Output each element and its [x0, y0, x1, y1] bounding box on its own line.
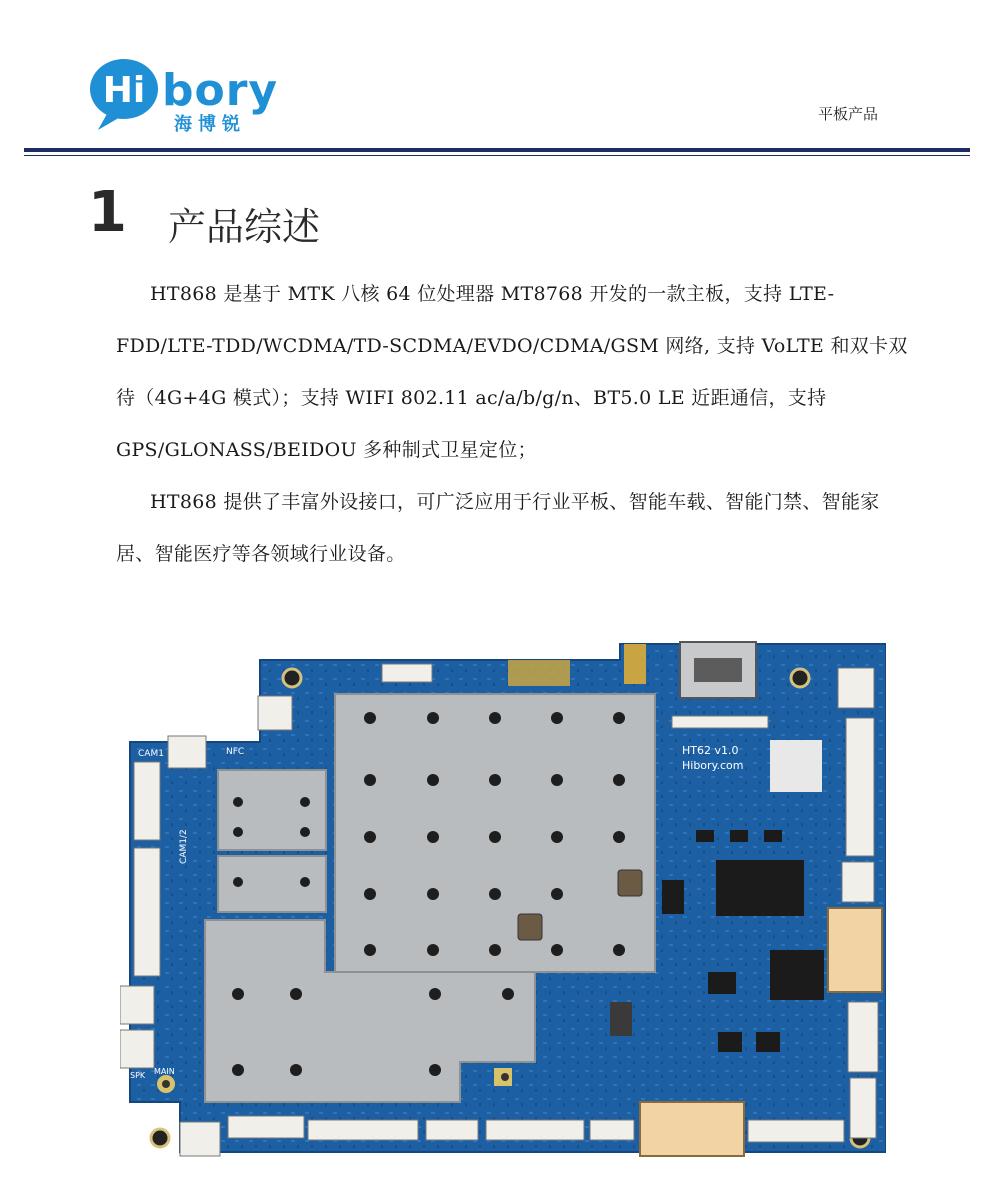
header-section-label: 平板产品: [817, 105, 878, 123]
overview-text: [116, 268, 916, 580]
header-rule: [24, 148, 970, 152]
header-rule-thin: [24, 155, 970, 156]
silkscreen-model: HT62 v1.0: [682, 744, 739, 757]
silkscreen-label: SPK: [130, 1071, 146, 1080]
motherboard-image: [120, 632, 886, 1164]
paragraph: HT868 是基于 MTK 八核 64 位处理器 MT8768 开发的一款主板，支持 LTE-FDD/LTE-TDD/WCDMA/TD-SCDMA/EVDO/CDMA/GSM 网络, 支持 VoLTE 和双卡双待（4G+4G 模式）；支持 WIFI 802.11 ac/a/b/g/n、BT5.0 LE 近距通信，支持 GPS/GLONASS/BEIDOU 多种制式卫星定位；: [116, 283, 908, 461]
silkscreen-label: CAM1: [138, 749, 164, 759]
paragraph: HT868 提供了丰富外设接口，可广泛应用于行业平板、智能车载、智能门禁、智能家居、智能医疗等各领域行业设备。: [116, 491, 880, 565]
silkscreen-site: Hibory.com: [682, 759, 744, 772]
logo-chinese: 海博锐: [174, 114, 246, 135]
silkscreen-label: MAIN: [154, 1067, 175, 1076]
logo-letters-hi: Hi: [102, 70, 146, 111]
section-number: 1: [88, 180, 127, 245]
silkscreen-label: NFC: [226, 747, 245, 757]
hibory-logo: [88, 50, 333, 135]
section-title: 产品综述: [168, 205, 321, 249]
silkscreen-label: CAM1/2: [179, 829, 189, 864]
logo-letters-bory: bory: [162, 65, 279, 116]
